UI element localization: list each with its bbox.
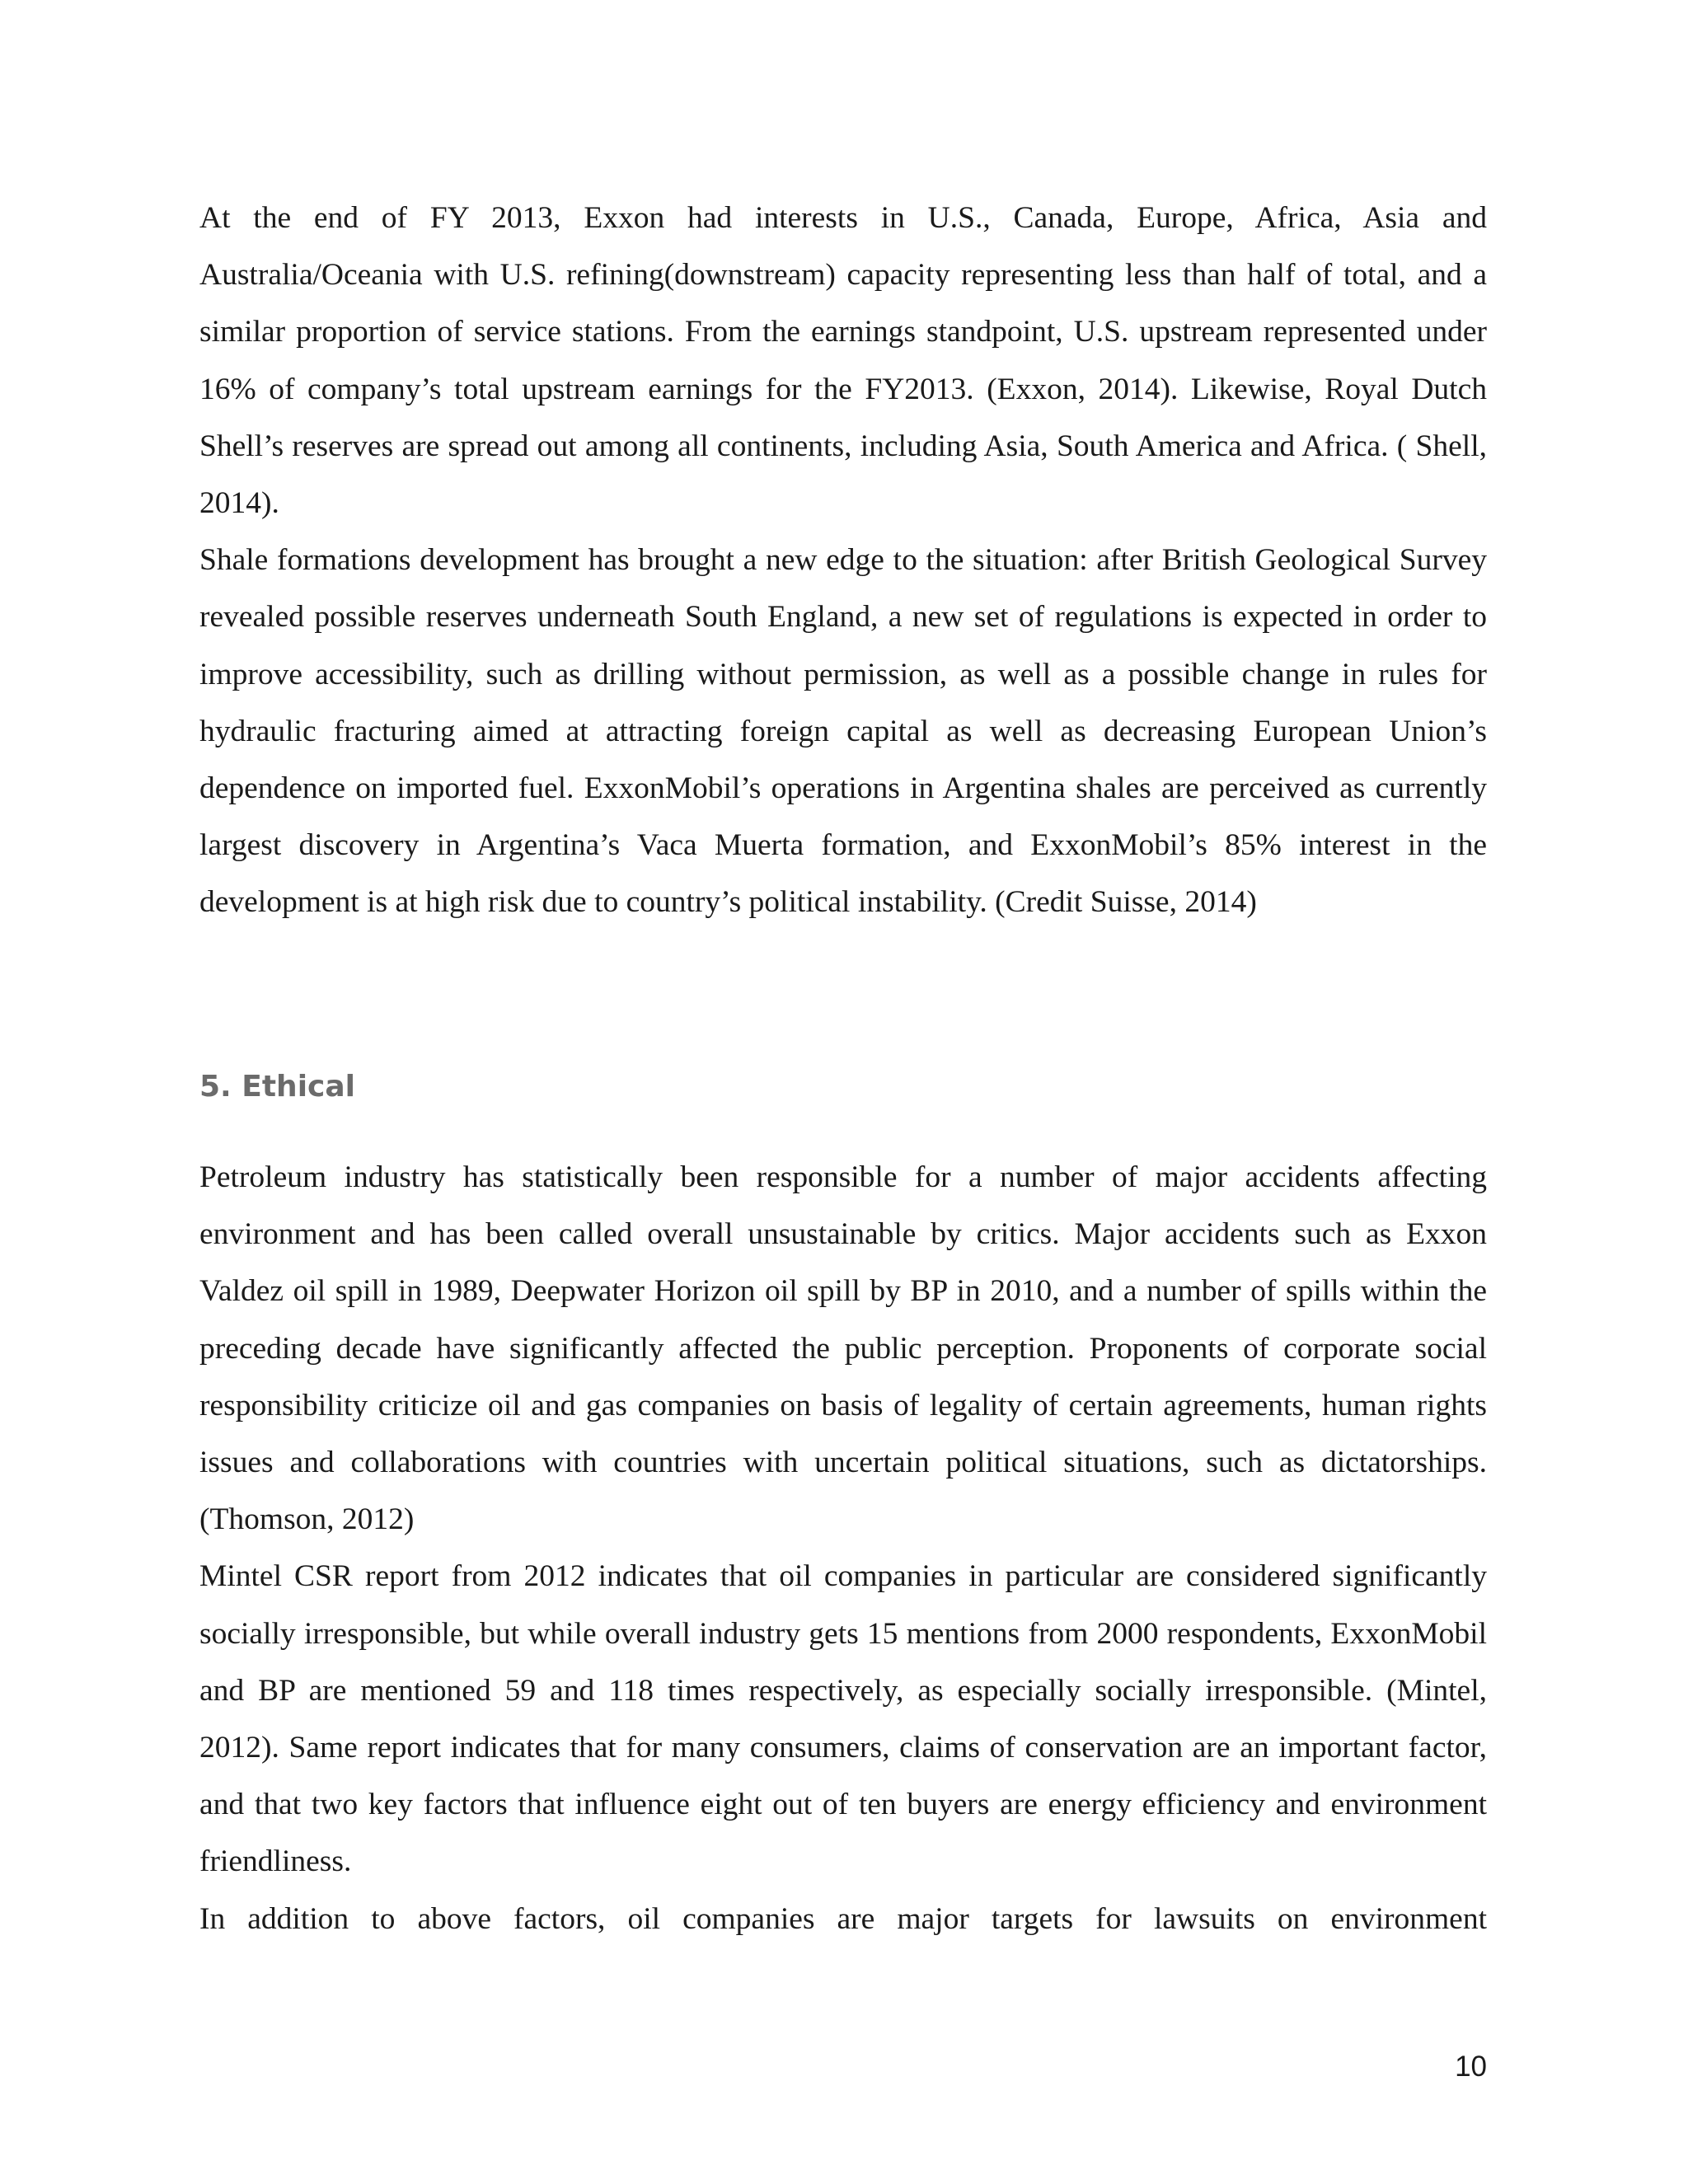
paragraph-petroleum-accidents: Petroleum industry has statistically been responsible for a number of major accidents affecting environment and has been called overall unsustainable by critics. Major accidents such as Exxon Valdez oil spill in 1989, Deepwater Horizon oil spill by BP in 2010, and a number of spills within the preceding decade have significantly affected the public perception. Proponents of corporate social responsibility criticize oil and gas companies on basis of legality of certain agreements, human rights issues and collaborations with countries with uncertain political situations, such as dictatorships. (Thomson, 2012)	[199, 1160, 1487, 1537]
paragraph-shale-formations: Shale formations development has brought a new edge to the situation: after British Geological Survey revealed possible reserves underneath South England, a new set of regulations is expected in order to improve accessibility, such as drilling without permission, as well as a possible change in rules for hydraulic fracturing aimed at attracting foreign capital as well as decreasing European Union’s dependence on imported fuel. ExxonMobil’s operations in Argentina shales are perceived as currently largest discovery in Argentina’s Vaca Muerta formation, and ExxonMobil’s 85% interest in the development is at high risk due to country’s political instability. (Credit Suisse, 2014)	[199, 543, 1487, 920]
body-text-ethical	[199, 1149, 1487, 1947]
paragraph-mintel-report: Mintel CSR report from 2012 indicates that oil companies in particular are considered significantly socially irresponsible, but while overall industry gets 15 mentions from 2000 respondents, ExxonMobil and BP are mentioned 59 and 118 times respectively, as especially socially irresponsible. (Mintel, 2012). Same report indicates that for many consumers, claims of conservation are an important factor, and that two key factors that influence eight out of ten buyers are energy efficiency and environment friendliness.	[199, 1559, 1487, 1879]
paragraph-exxon-interests: At the end of FY 2013, Exxon had interests in U.S., Canada, Europe, Africa, Asia and Australia/Oceania with U.S. refining(downstream) capacity representing less than half of total, and a similar proportion of service stations. From the earnings standpoint, U.S. upstream represented under 16% of company’s total upstream earnings for the FY2013. (Exxon, 2014). Likewise, Royal Dutch Shell’s reserves are spread out among all continents, including Asia, South America and Africa. ( Shell, 2014).	[199, 201, 1487, 521]
paragraph-lawsuits: In addition to above factors, oil companies are major targets for lawsuits on environment	[199, 1901, 1487, 1936]
section-heading-ethical: 5. Ethical	[199, 1070, 355, 1104]
body-text-top	[199, 190, 1487, 931]
page-number: 10	[1455, 2050, 1487, 2083]
